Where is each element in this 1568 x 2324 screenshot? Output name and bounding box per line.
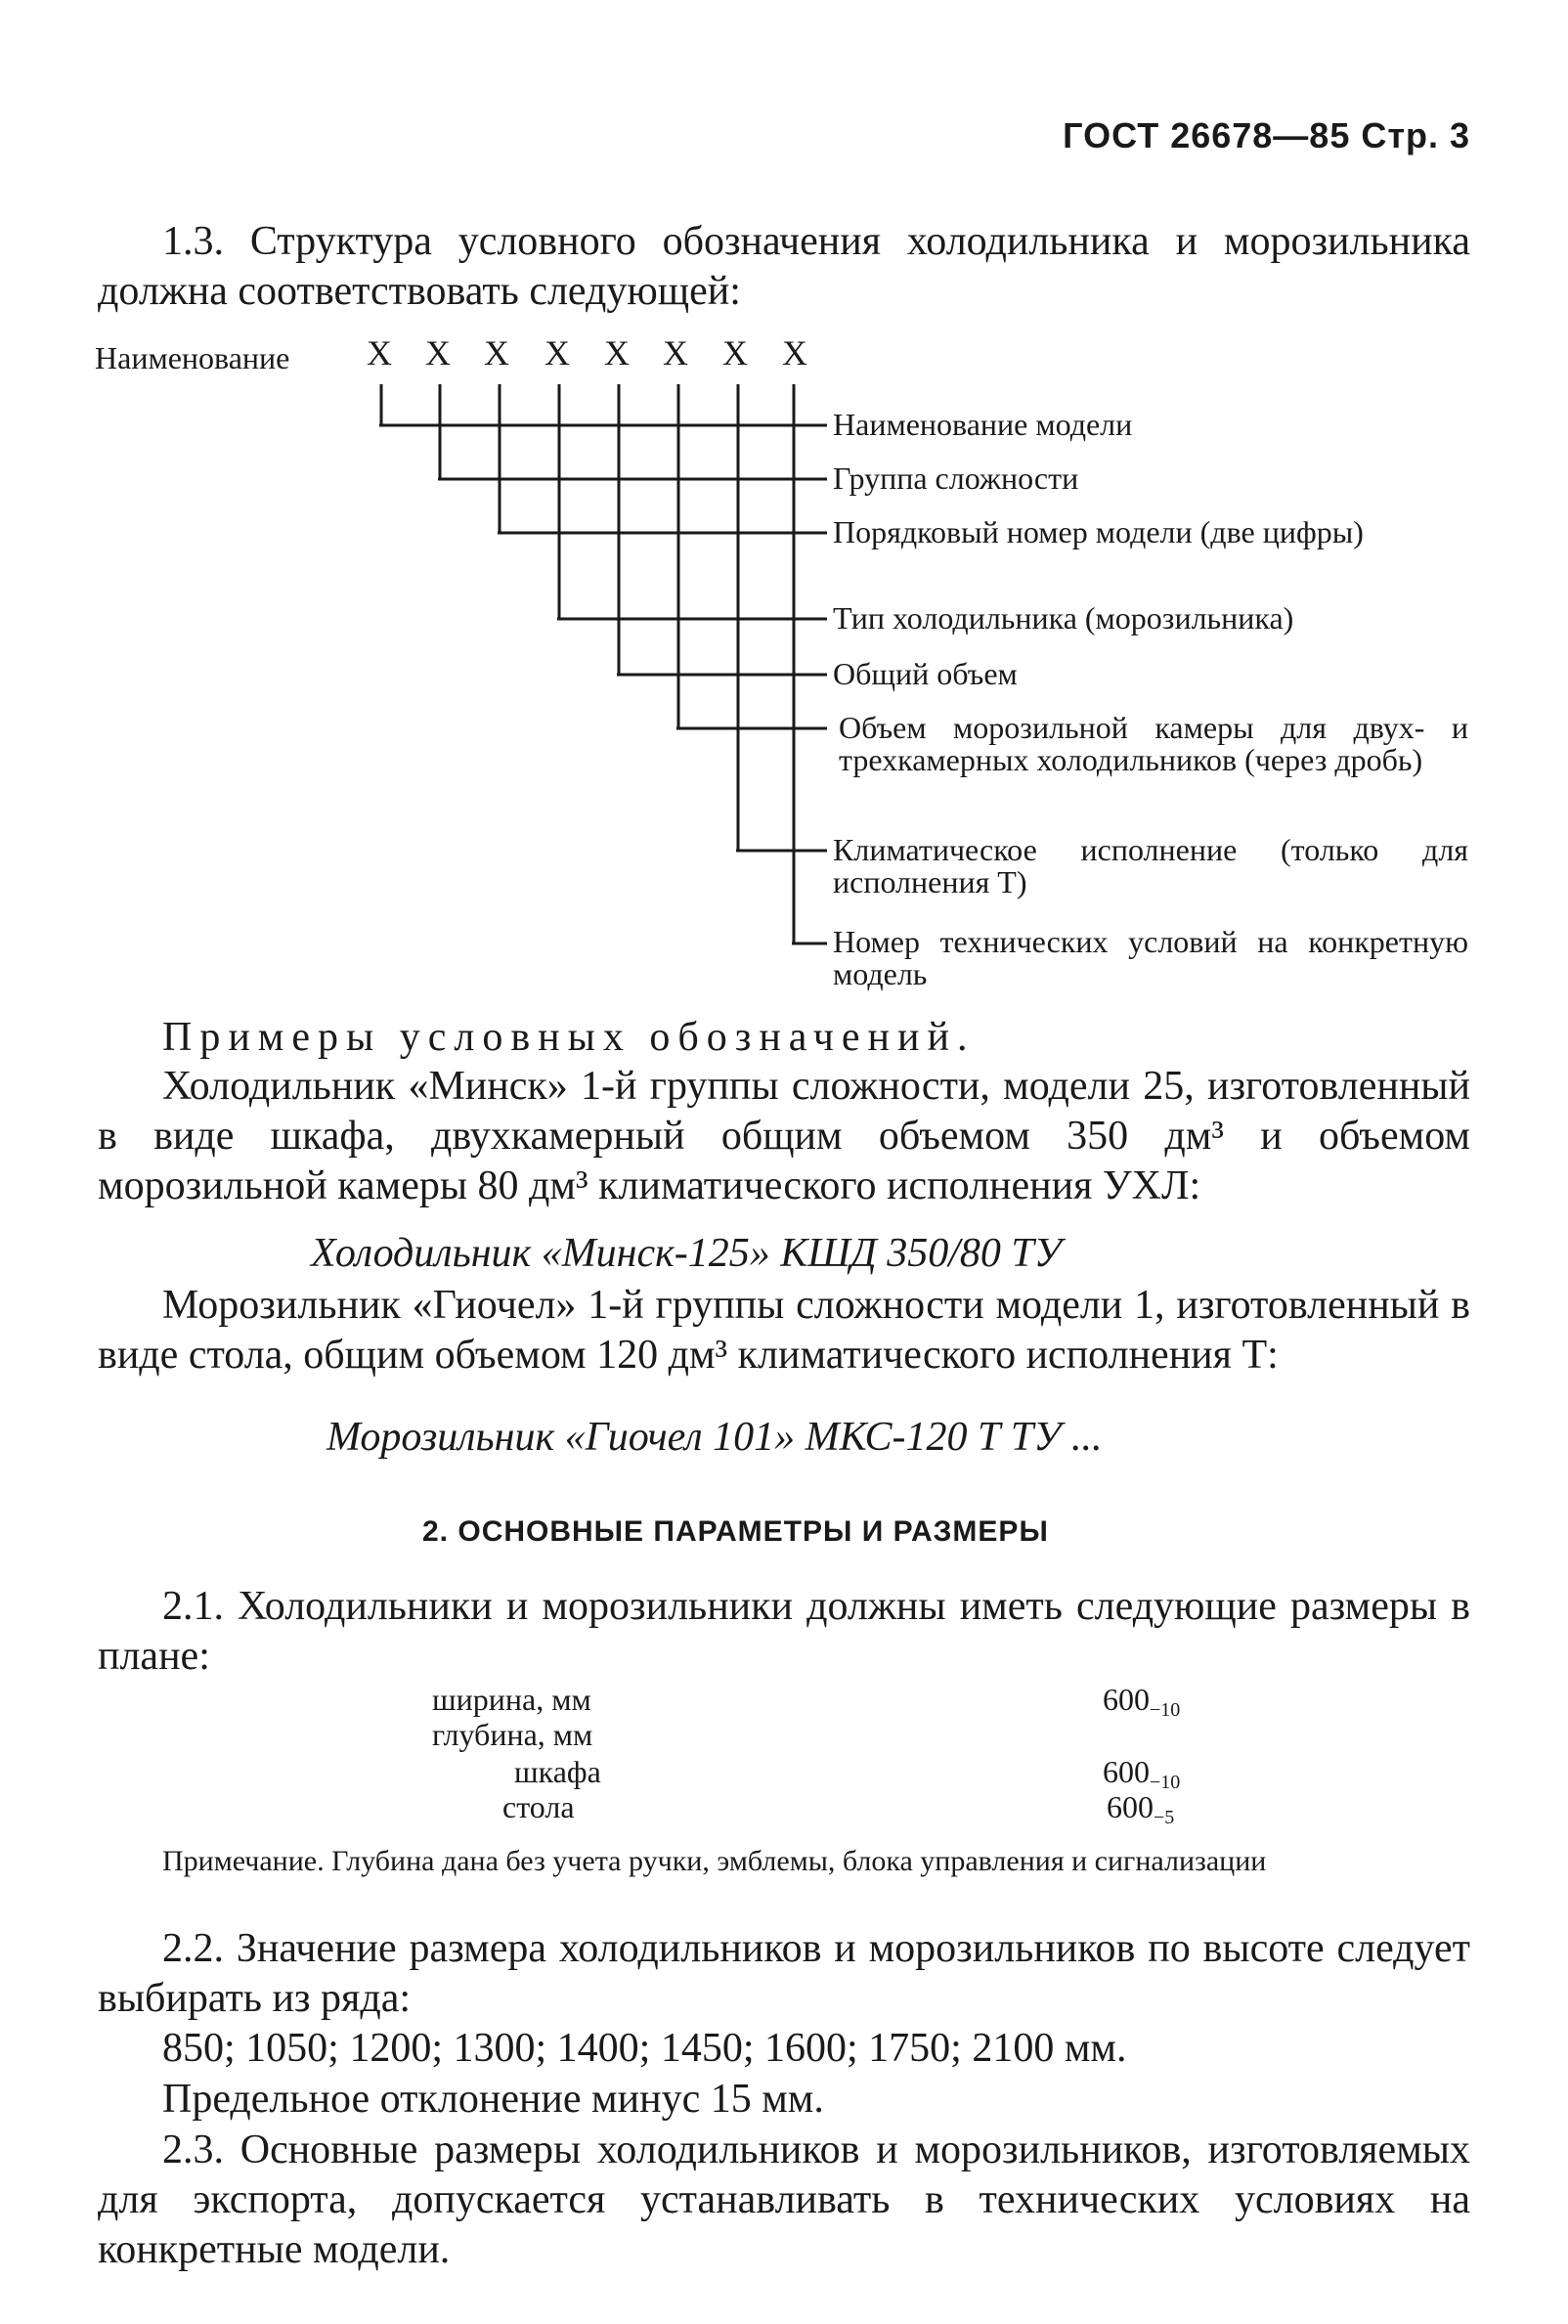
scheme-prefix: Наименование: [95, 340, 290, 375]
x-letter: X: [782, 333, 807, 373]
cabinet-label: шкафа: [514, 1754, 601, 1789]
label-fridge-type: Тип холодильника (морозильника): [833, 600, 1294, 636]
note: Примечание. Глубина дана без учета ручки, эмблемы, блока управления и сигнализации: [162, 1845, 1267, 1877]
fridge-example-text: Холодильник «Минск» 1-й группы сложности, модели 25, изготовленный в виде шкафа, двухкамерный общим объемом 350 дм³ и объемом морозильной камеры 80 дм³ климатического исполнения УХЛ:: [98, 1064, 1470, 1208]
section-2-1-text: 2.1. Холодильники и морозильники должны иметь следующие размеры в плане:: [98, 1584, 1470, 1679]
x-letter: X: [722, 333, 748, 373]
table-value: $600_{-5}$: [1107, 1789, 1175, 1828]
label-freezer-volume: Объем морозильной камеры для двух- и трехкамерных холодильников (через дробь): [839, 710, 1468, 777]
width-value: $600_{-10}$: [1103, 1682, 1181, 1721]
section-2-2-text: 2.2. Значение размера холодильников и морозильников по высоте следует выбирать из ряда:: [98, 1926, 1470, 2021]
section-2-3-text: 2.3. Основные размеры холодильников и морозильников, изготовляемых для экспорта, допускается устанавливать в технических условиях на конкретные модели.: [98, 2127, 1470, 2272]
label-model-name: Наименование модели: [833, 407, 1133, 442]
freezer-example-text: Морозильник «Гиочел» 1-й группы сложности модели 1, изготовленный в виде стола, общим объемом 120 дм³ климатического исполнения Т:: [98, 1283, 1470, 1378]
section-1-3-text: 1.3. Структура условного обозначения холодильника и морозильника должна соответствовать следующей:: [98, 219, 1470, 314]
x-letter: X: [367, 333, 392, 373]
page-header: ГОСТ 26678—85 Стр. 3: [1063, 115, 1470, 155]
heights-series: 850; 1050; 1200; 1300; 1400; 1450; 1600; 1750; 2100 мм.: [162, 2026, 1127, 2071]
cabinet-value: $600_{-10}$: [1103, 1754, 1181, 1793]
label-total-volume: Общий объем: [833, 656, 1018, 691]
label-tech-conditions: Номер технических условий на конкретную модель: [833, 924, 1468, 991]
label-model-number: Порядковый номер модели (две цифры): [833, 514, 1364, 549]
fridge-designation: Холодильник «Минск-125» КШД 350/80 ТУ: [311, 1231, 1062, 1276]
section-2-title: 2. ОСНОВНЫЕ ПАРАМЕТРЫ И РАЗМЕРЫ: [422, 1515, 1049, 1548]
depth-label: глубина, мм: [432, 1717, 593, 1752]
label-climatic-version: Климатическое исполнение (только для исполнения Т): [833, 832, 1468, 899]
height-deviation: Предельное отклонение минус 15 мм.: [162, 2077, 824, 2122]
x-letter: X: [663, 333, 688, 373]
freezer-designation: Морозильник «Гиочел 101» МКС-120 Т ТУ ...: [327, 1415, 1103, 1460]
x-letter: X: [484, 333, 509, 373]
x-letter: X: [604, 333, 630, 373]
table-label: стола: [502, 1789, 575, 1824]
label-complexity-group: Группа сложности: [833, 460, 1079, 496]
width-label: ширина, мм: [432, 1682, 591, 1717]
x-letter: X: [544, 333, 570, 373]
x-letter: X: [425, 333, 451, 373]
examples-heading: Примеры условных обозначений.: [162, 1015, 976, 1060]
